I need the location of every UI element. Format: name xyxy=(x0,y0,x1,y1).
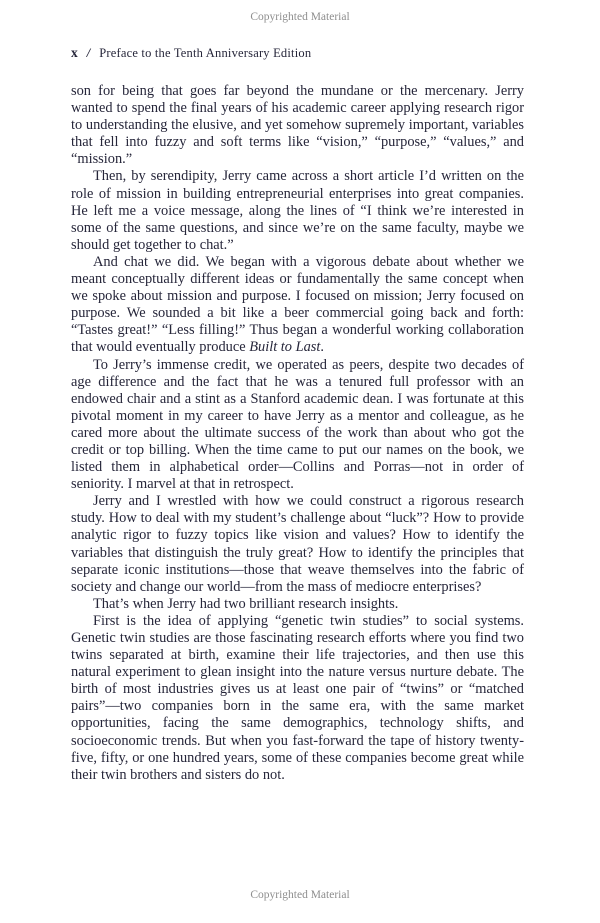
paragraph-3 xyxy=(71,254,524,357)
paragraph-5: Jerry and I wrestled with how we could construct a rigorous research study. How to deal with my student’s challenge about “luck”? How to provide analytic rigor to fuzzy topics like vision and values? How to identify the variables that distinguish the truly great? How to identify the principles that separate iconic institutions—those that weave themselves into the fabric of society and change our world—from the mass of mediocre enterprises? xyxy=(71,493,524,595)
paragraph-1: son for being that goes far beyond the mundane or the mercenary. Jerry wanted to spend the final years of his academic career applying research rigor to understanding the elusive, and yet somehow supremely important, variables that fell into fuzzy and soft terms like “vision,” “purpose,” “values,” and “mission.” xyxy=(71,83,524,168)
paragraph-3-after: . xyxy=(320,339,325,356)
body-text xyxy=(71,83,524,784)
paragraph-4: To Jerry’s immense credit, we operated as peers, despite two decades of age difference and the fact that he was a tenured full professor with an endowed chair and a stint as a Stanford academic dean. I was fortunate at this pivotal moment in my career to have Jerry as a mentor and colleague, as he cared more about the ultimate success of the work than about who got the credit or top billing. When the time came to put our names on the book, we listed them in alphabetical order—Collins and Porras—not in order of seniority. I marvel at that in retrospect. xyxy=(71,356,524,493)
paragraph-6: That’s when Jerry had two brilliant research insights. xyxy=(93,595,399,612)
paragraph-3-text: And chat we did. We began with a vigorous debate about whether we meant conceptually different ideas or fundamentally the same concept when we spoke about mission and purpose. I focused on mission; Jerry focused on purpose. We sounded a bit like a beer commercial going back and forth: “Tastes great!” “Less filling!” Thus began a wonderful working collaboration that would eventually produce xyxy=(71,253,524,356)
book-title-italic: Built to Last xyxy=(249,339,321,356)
chapter-title: Preface to the Tenth Anniversary Edition xyxy=(99,46,312,60)
paragraph-2: Then, by serendipity, Jerry came across a short article I’d written on the role of mission in building entrepreneurial enterprises into great companies. He left me a voice message, along the lines of “I think we’re interested in some of the same questions, and since we’re on the same faculty, maybe we should get together to chat.” xyxy=(71,168,524,253)
page-header xyxy=(71,45,524,61)
paragraph-7: First is the idea of applying “genetic twin studies” to social systems. Genetic twin studies are those fascinating research efforts where you find two twins separated at birth, examine their life trajectories, and then use this natural experiment to glean insight into the nature versus nurture debate. The birth of most industries gives us at least one pair of “twins” or “matched pairs”—two companies born in the same era, with the same market opportunities, facing the same demographics, technology shifts, and socioeconomic trends. But when you fast-forward the tape of history twenty-five, fifty, or one hundred years, some of these companies become great while their twin brothers and sisters do not. xyxy=(71,612,524,783)
page-number: x xyxy=(71,45,78,60)
copyright-notice-bottom: Copyrighted Material xyxy=(250,889,350,901)
header-separator: / xyxy=(86,46,91,60)
copyright-notice-top: Copyrighted Material xyxy=(250,11,350,23)
